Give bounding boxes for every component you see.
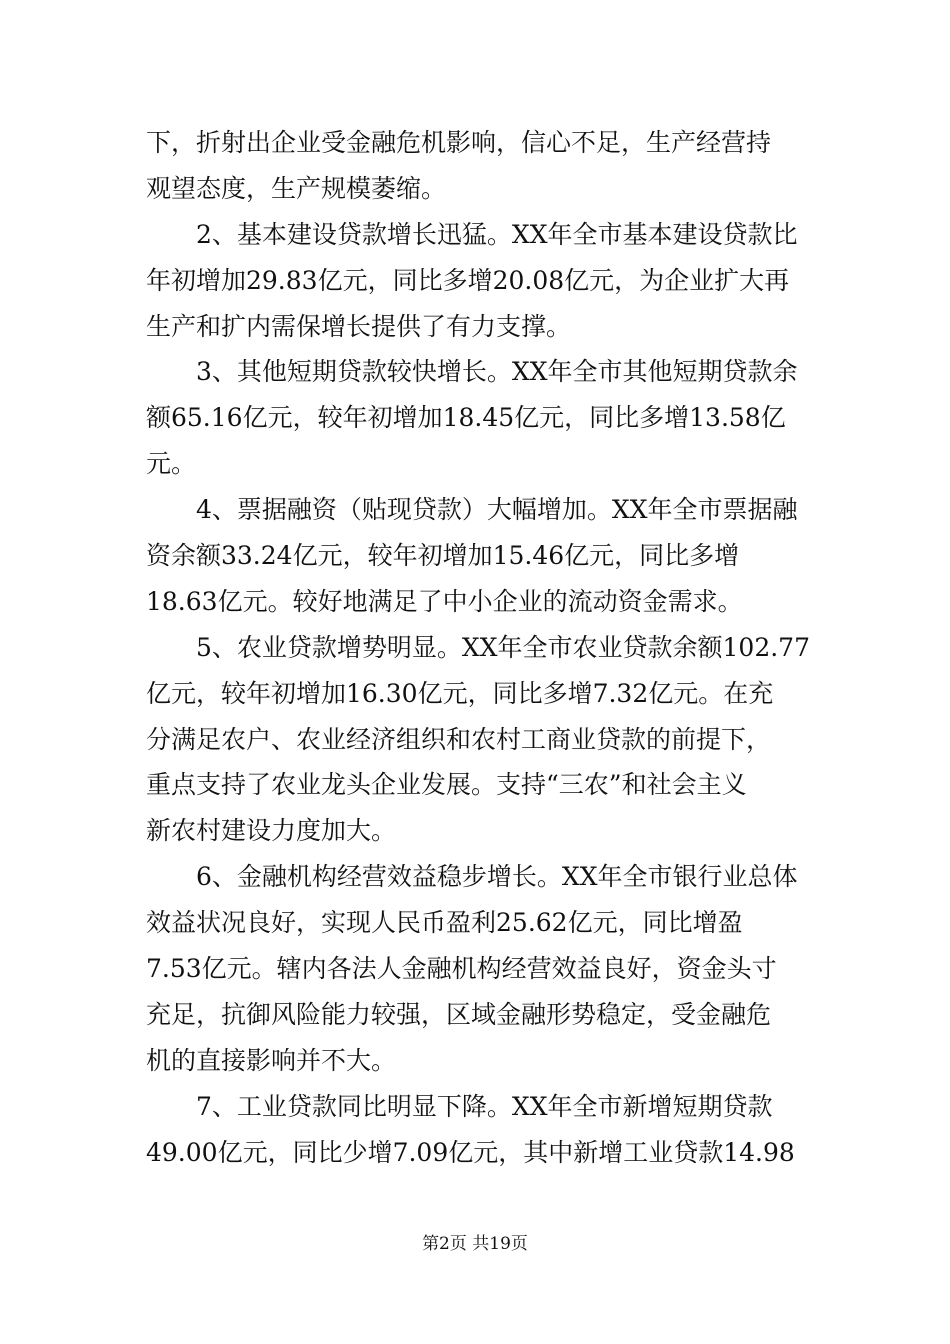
text-line: 7.53亿元。辖内各法人金融机构经营效益良好，资金头寸: [146, 954, 777, 984]
text-line: 49.00亿元，同比少增7.09亿元，其中新增工业贷款14.98: [146, 1137, 795, 1167]
text-line: 6、金融机构经营效益稳步增长。XX年全市银行业总体: [196, 862, 798, 892]
document-body: [146, 120, 810, 1175]
text-line: 下，折射出企业受金融危机影响，信心不足，生产经营持: [146, 128, 772, 157]
text-line: 年初增加29.83亿元，同比多增20.08亿元，为企业扩大再: [146, 265, 790, 295]
text-line: 资余额33.24亿元，较年初增加15.46亿元，同比多增: [146, 541, 740, 571]
text-line: 3、其他短期贷款较快增长。XX年全市其他短期贷款余: [196, 357, 798, 387]
text-line: 7、工业贷款同比明显下降。XX年全市新增短期贷款: [196, 1091, 773, 1121]
text-line: 额65.16亿元，较年初增加18.45亿元，同比多增13.58亿: [146, 403, 786, 433]
text-line: 观望态度，生产规模萎缩。: [146, 173, 447, 203]
text-line: 亿元，较年初增加16.30亿元，同比多增7.32亿元。在充: [146, 678, 774, 708]
text-line: 效益状况良好，实现人民币盈利25.62亿元，同比增盈: [146, 908, 743, 938]
text-line: 18.63亿元。较好地满足了中小企业的流动资金需求。: [146, 586, 743, 616]
text-line: 5、农业贷款增势明显。XX年全市农业贷款余额102.77: [196, 632, 810, 662]
text-line: 2、基本建设贷款增长迅猛。XX年全市基本建设贷款比: [196, 219, 798, 249]
text-line: 生产和扩内需保增长提供了有力支撑。: [146, 311, 572, 341]
text-line: 元。: [146, 449, 197, 479]
text-line: 新农村建设力度加大。: [146, 816, 397, 846]
text-line: 重点支持了农业龙头企业发展。支持“三农”和社会主义: [146, 770, 747, 800]
page-footer: 第2页 共19页: [422, 1234, 528, 1254]
text-line: 机的直接影响并不大。: [146, 1045, 397, 1075]
text-line: 充足，抗御风险能力较强，区域金融形势稳定，受金融危: [146, 999, 772, 1029]
text-line: 4、票据融资（贴现贷款）大幅增加。XX年全市票据融: [196, 495, 798, 525]
text-line: 分满足农户、农业经济组织和农村工商业贷款的前提下，: [146, 724, 772, 754]
